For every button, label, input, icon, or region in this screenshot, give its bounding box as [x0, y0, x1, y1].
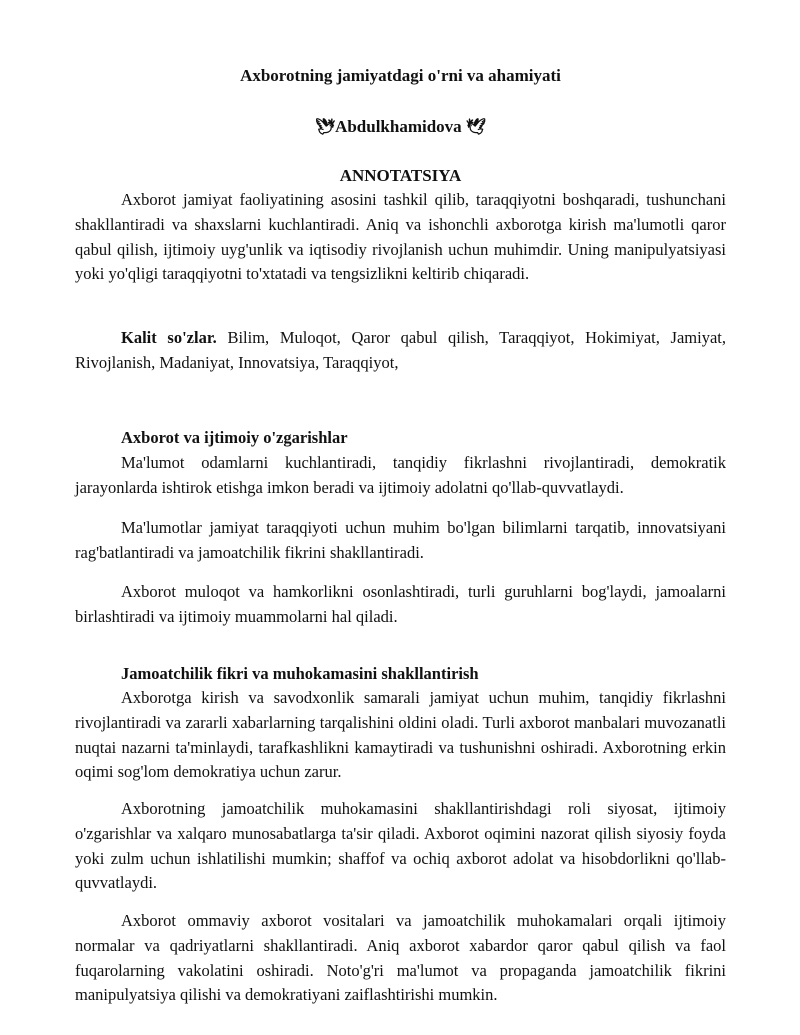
keywords-paragraph [75, 326, 726, 376]
author-line [75, 117, 726, 137]
keywords-text: Bilim, Muloqot, Qaror qabul qilish, Taraqqiyot, Hokimiyat, Jamiyat, Rivojlanish, Madaniyat, Innovatsiya, Taraqqiyot, [75, 328, 726, 372]
annotation-paragraph: Axborot jamiyat faoliyatining asosini tashkil qilib, taraqqiyotni boshqaradi, tushunchani shakllantiradi va shaxslarni kuchlantiradi. Aniq va ishonchli axborotga kirish ma'lumotli qaror qabul qilish, ijtimoiy uyg'unlik va iqtisodiy rivojlanish uchun muhimdir. Uning manipulyatsiyasi yoki yo'qligi taraqqiyotni to'xtatadi va tengsizlikni keltirib chiqaradi. [75, 190, 726, 284]
dove-icon: 🕊 [314, 119, 336, 136]
paragraph: Axborot ommaviy axborot vositalari va jamoatchilik muhokamalari orqali ijtimoiy normalar va qadriyatlarni shakllantiradi. Aniq axborot xabardor qaror qabul qilish va faol fuqarolarning vakolatini oshiradi. Noto'g'ri ma'lumot va propaganda jamoatchilik fikrini manipulyatsiya qilishi va demokratiyani zaiflashtirishi mumkin. [75, 911, 726, 1005]
paragraph: Axborot muloqot va hamkorlikni osonlashtiradi, turli guruhlarni bog'laydi, jamoalarni birlashtiradi va ijtimoiy muammolarni hal qiladi. [75, 582, 726, 626]
author-name: Abdulkhamidova [335, 117, 462, 136]
paragraph: Ma'lumot odamlarni kuchlantiradi, tanqidiy fikrlashni rivojlantiradi, demokratik jarayonlarda ishtirok etishga imkon beradi va ijtimoiy adolatni qo'llab-quvvatlaydi. [75, 453, 726, 497]
document-title: Axborotning jamiyatdagi o'rni va ahamiyati [240, 66, 561, 85]
section-heading: Axborot va ijtimoiy o'zgarishlar [121, 428, 348, 447]
dove-icon: 🕊 [465, 119, 487, 136]
paragraph: Axborotga kirish va savodxonlik samarali jamiyat uchun muhim, tanqidiy fikrlashni rivojlantiradi va zararli xabarlarning tarqalishini oldini oladi. Turli axborot manbalari muvozanatli nuqtai nazarni ta'minlaydi, tarafkashlikni kamaytiradi va tushunishni oshiradi. Axborotning erkin oqimi sog'lom demokratiya uchun zarur. [75, 688, 726, 782]
paragraph: Axborotning jamoatchilik muhokamasini shakllantirishdagi roli siyosat, ijtimoiy o'zgarishlar va xalqaro munosabatlarga ta'sir qiladi. Axborot oqimini nazorat qilish siyosiy foyda yoki zulm uchun ishlatilishi mumkin; shaffof va ochiq axborot adolat va hisobdorlikni qo'llab-quvvatlaydi. [75, 799, 726, 893]
section-heading: Jamoatchilik fikri va muhokamasini shakllantirish [121, 664, 479, 683]
paragraph: Ma'lumotlar jamiyat taraqqiyoti uchun muhim bo'lgan bilimlarni tarqatib, innovatsiyani rag'batlantiradi va jamoatchilik fikrini shakllantiradi. [75, 518, 726, 562]
annotation-heading: ANNOTATSIYA [339, 166, 462, 185]
keywords-label: Kalit so'zlar. [121, 328, 217, 347]
